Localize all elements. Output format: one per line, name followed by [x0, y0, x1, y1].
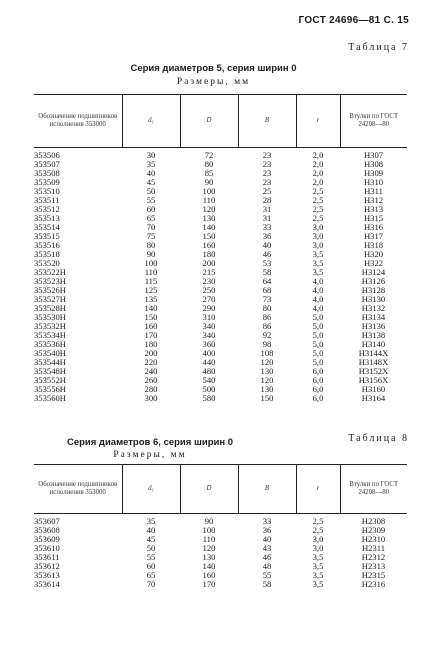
cell-d1: 150 — [144, 312, 158, 322]
cell-width: 23 — [262, 150, 272, 160]
cell-sleeve: Н2309 — [361, 525, 386, 535]
header-d1: d₁ — [122, 465, 180, 514]
cell-outer-diameter: 140 — [202, 222, 216, 232]
cell-designation: 353528Н — [34, 303, 66, 313]
cell-radius: 3,5 — [312, 267, 324, 277]
cell-outer-diameter: 215 — [202, 267, 216, 277]
table-7-body — [34, 148, 407, 404]
cell-d1: 160 — [144, 321, 158, 331]
cell-designation: 353611 — [34, 552, 60, 562]
cell-sleeve: Н313 — [363, 204, 384, 214]
table-8-label: Таблица 8 — [348, 433, 409, 444]
table-row — [34, 232, 407, 241]
cell-sleeve: Н308 — [363, 159, 384, 169]
cell-outer-diameter: 440 — [202, 357, 216, 367]
cell-d1: 75 — [146, 231, 156, 241]
cell-designation: 353515 — [34, 231, 60, 241]
cell-d1: 40 — [146, 525, 156, 535]
table-row — [34, 241, 407, 250]
cell-designation: 353508 — [34, 168, 60, 178]
cell-d1: 70 — [146, 579, 156, 589]
cell-designation: 353516 — [34, 240, 60, 250]
cell-outer-diameter: 150 — [202, 231, 216, 241]
cell-radius: 3,0 — [312, 231, 324, 241]
cell-sleeve: Н2312 — [361, 552, 386, 562]
cell-designation: 353513 — [34, 213, 60, 223]
cell-radius: 3,5 — [312, 552, 324, 562]
cell-radius: 5,0 — [312, 312, 324, 322]
cell-outer-diameter: 360 — [202, 339, 216, 349]
cell-sleeve: Н3140 — [361, 339, 386, 349]
cell-width: 40 — [262, 240, 272, 250]
cell-outer-diameter: 110 — [202, 195, 216, 205]
cell-designation: 353540Н — [34, 348, 66, 358]
cell-outer-diameter: 310 — [202, 312, 216, 322]
table-row — [34, 313, 407, 322]
cell-width: 31 — [262, 213, 272, 223]
table-8-subtitle: Размеры, мм — [113, 450, 187, 460]
cell-width: 80 — [262, 303, 272, 313]
table-row — [34, 553, 407, 562]
cell-designation: 353512 — [34, 204, 60, 214]
cell-d1: 70 — [146, 222, 156, 232]
cell-width: 43 — [262, 543, 272, 553]
cell-d1: 50 — [146, 186, 156, 196]
cell-d1: 80 — [146, 240, 156, 250]
header-sleeves: Втулки по ГОСТ 24208—80 — [340, 95, 407, 148]
cell-radius: 4,0 — [312, 285, 324, 295]
cell-designation: 353506 — [34, 150, 60, 160]
cell-designation: 353608 — [34, 525, 60, 535]
cell-outer-diameter: 290 — [202, 303, 216, 313]
cell-width: 150 — [260, 393, 274, 403]
header-width: B — [238, 465, 296, 514]
table-8 — [34, 464, 407, 589]
cell-outer-diameter: 85 — [204, 168, 214, 178]
header-outer-diameter: D — [180, 465, 238, 514]
header-width: B — [238, 95, 296, 148]
table-row — [34, 277, 407, 286]
cell-sleeve: Н311 — [364, 186, 383, 196]
cell-outer-diameter: 130 — [202, 213, 216, 223]
cell-designation: 353612 — [34, 561, 60, 571]
table-row — [34, 160, 407, 169]
cell-radius: 2,5 — [312, 195, 324, 205]
table-row — [34, 376, 407, 385]
cell-designation: 353544Н — [34, 357, 66, 367]
cell-width: 23 — [262, 159, 272, 169]
table-row — [34, 514, 407, 527]
cell-width: 64 — [262, 276, 272, 286]
cell-radius: 4,0 — [312, 294, 324, 304]
cell-width: 92 — [262, 330, 272, 340]
cell-sleeve: Н317 — [363, 231, 384, 241]
table-row — [34, 259, 407, 268]
table-7 — [34, 94, 407, 403]
cell-outer-diameter: 340 — [202, 321, 216, 331]
cell-width: 40 — [262, 534, 272, 544]
cell-outer-diameter: 580 — [202, 393, 216, 403]
cell-d1: 50 — [146, 543, 156, 553]
cell-outer-diameter: 200 — [202, 258, 216, 268]
cell-designation: 353511 — [34, 195, 60, 205]
page-header: ГОСТ 24696—81 С. 15 — [298, 15, 409, 26]
cell-sleeve: Н2313 — [361, 561, 386, 571]
cell-width: 55 — [262, 570, 272, 580]
cell-outer-diameter: 160 — [202, 240, 216, 250]
cell-sleeve: Н3134 — [361, 312, 386, 322]
cell-outer-diameter: 120 — [202, 543, 216, 553]
cell-d1: 100 — [144, 258, 158, 268]
cell-designation: 353510 — [34, 186, 60, 196]
table-row — [34, 385, 407, 394]
cell-outer-diameter: 170 — [202, 579, 216, 589]
cell-width: 36 — [262, 525, 272, 535]
table-row — [34, 571, 407, 580]
cell-width: 73 — [262, 294, 272, 304]
cell-designation: 353609 — [34, 534, 60, 544]
cell-designation: 353526Н — [34, 285, 66, 295]
cell-outer-diameter: 540 — [202, 375, 216, 385]
cell-d1: 35 — [146, 516, 156, 526]
cell-designation: 353534Н — [34, 330, 66, 340]
cell-d1: 30 — [146, 150, 156, 160]
cell-designation: 353527Н — [34, 294, 66, 304]
cell-outer-diameter: 90 — [204, 177, 214, 187]
table-row — [34, 358, 407, 367]
cell-width: 120 — [260, 375, 274, 385]
cell-outer-diameter: 90 — [204, 516, 214, 526]
cell-outer-diameter: 480 — [202, 366, 216, 376]
cell-sleeve: Н2310 — [361, 534, 386, 544]
cell-sleeve: Н315 — [363, 213, 384, 223]
cell-d1: 65 — [146, 570, 156, 580]
cell-d1: 55 — [146, 552, 156, 562]
cell-d1: 45 — [146, 534, 156, 544]
cell-width: 86 — [262, 312, 272, 322]
cell-d1: 280 — [144, 384, 158, 394]
cell-d1: 260 — [144, 375, 158, 385]
cell-radius: 3,5 — [312, 258, 324, 268]
cell-sleeve: Н2315 — [361, 570, 386, 580]
cell-designation: 353607 — [34, 516, 60, 526]
cell-sleeve: Н3138 — [361, 330, 386, 340]
cell-d1: 135 — [144, 294, 158, 304]
cell-designation: 353548Н — [34, 366, 66, 376]
cell-outer-diameter: 110 — [202, 534, 216, 544]
table-row — [34, 148, 407, 161]
cell-d1: 170 — [144, 330, 158, 340]
cell-d1: 60 — [146, 204, 156, 214]
cell-outer-diameter: 72 — [204, 150, 214, 160]
cell-outer-diameter: 100 — [202, 525, 216, 535]
cell-designation: 353536Н — [34, 339, 66, 349]
cell-d1: 115 — [144, 276, 158, 286]
cell-radius: 6,0 — [312, 375, 324, 385]
cell-designation: 353518 — [34, 249, 60, 259]
cell-sleeve: Н3128 — [361, 285, 386, 295]
cell-radius: 6,0 — [312, 366, 324, 376]
cell-d1: 220 — [144, 357, 158, 367]
cell-sleeve: Н3152Х — [358, 366, 389, 376]
cell-sleeve: Н3126 — [361, 276, 386, 286]
cell-outer-diameter: 230 — [202, 276, 216, 286]
cell-designation: 353560Н — [34, 393, 66, 403]
cell-d1: 180 — [144, 339, 158, 349]
table-row — [34, 340, 407, 349]
table-row — [34, 349, 407, 358]
cell-outer-diameter: 130 — [202, 552, 216, 562]
table-row — [34, 187, 407, 196]
cell-sleeve: Н3160 — [361, 384, 386, 394]
cell-d1: 140 — [144, 303, 158, 313]
cell-outer-diameter: 80 — [204, 159, 214, 169]
cell-sleeve: Н3136 — [361, 321, 386, 331]
cell-width: 58 — [262, 579, 272, 589]
cell-radius: 5,0 — [312, 357, 324, 367]
cell-outer-diameter: 140 — [202, 561, 216, 571]
cell-radius: 3,5 — [312, 561, 324, 571]
cell-sleeve: Н316 — [363, 222, 384, 232]
cell-radius: 3,0 — [312, 222, 324, 232]
cell-d1: 45 — [146, 177, 156, 187]
table-row — [34, 196, 407, 205]
header-designation: Обозначение подшипников исполнения 353000 — [34, 465, 122, 514]
cell-designation: 353532Н — [34, 321, 66, 331]
cell-designation: 353509 — [34, 177, 60, 187]
table-row — [34, 214, 407, 223]
cell-radius: 6,0 — [312, 384, 324, 394]
table-row — [34, 178, 407, 187]
cell-sleeve: Н2316 — [361, 579, 386, 589]
cell-width: 23 — [262, 168, 272, 178]
cell-sleeve: Н2308 — [361, 516, 386, 526]
cell-width: 46 — [262, 249, 272, 259]
cell-width: 33 — [262, 516, 272, 526]
header-outer-diameter: D — [180, 95, 238, 148]
table-row — [34, 394, 407, 403]
cell-radius: 2,5 — [312, 186, 324, 196]
cell-d1: 40 — [146, 168, 156, 178]
cell-outer-diameter: 400 — [202, 348, 216, 358]
cell-width: 33 — [262, 222, 272, 232]
cell-designation: 353514 — [34, 222, 60, 232]
cell-sleeve: Н322 — [363, 258, 384, 268]
cell-width: 58 — [262, 267, 272, 277]
cell-outer-diameter: 270 — [202, 294, 216, 304]
cell-d1: 60 — [146, 561, 156, 571]
cell-d1: 65 — [146, 213, 156, 223]
table-row — [34, 535, 407, 544]
cell-designation: 353522Н — [34, 267, 66, 277]
table-row — [34, 250, 407, 259]
table-8-title: Серия диаметров 6, серия ширин 0 — [66, 437, 234, 448]
cell-radius: 2,0 — [312, 159, 324, 169]
cell-width: 68 — [262, 285, 272, 295]
cell-sleeve: Н3148Х — [358, 357, 389, 367]
cell-width: 108 — [260, 348, 274, 358]
cell-designation: 353552Н — [34, 375, 66, 385]
cell-designation: 353507 — [34, 159, 60, 169]
header-designation: Обозначение подшипников исполнения 353000 — [34, 95, 122, 148]
cell-radius: 5,0 — [312, 348, 324, 358]
cell-d1: 300 — [144, 393, 158, 403]
table-row — [34, 169, 407, 178]
cell-radius: 2,0 — [312, 150, 324, 160]
table-7-subtitle: Размеры, мм — [176, 77, 251, 87]
cell-outer-diameter: 160 — [202, 570, 216, 580]
cell-designation: 353614 — [34, 579, 60, 589]
table-row — [34, 295, 407, 304]
cell-designation: 353520 — [34, 258, 60, 268]
cell-width: 130 — [260, 384, 274, 394]
cell-radius: 3,5 — [312, 249, 324, 259]
cell-sleeve: Н2311 — [361, 543, 386, 553]
cell-radius: 2,5 — [312, 516, 324, 526]
cell-d1: 110 — [144, 267, 158, 277]
cell-sleeve: Н3124 — [361, 267, 386, 277]
cell-radius: 3,5 — [312, 579, 324, 589]
cell-d1: 200 — [144, 348, 158, 358]
cell-sleeve: Н3164 — [361, 393, 386, 403]
cell-designation: 353613 — [34, 570, 60, 580]
cell-width: 130 — [260, 366, 274, 376]
cell-radius: 2,5 — [312, 213, 324, 223]
cell-sleeve: Н3156Х — [358, 375, 389, 385]
cell-width: 86 — [262, 321, 272, 331]
table-7-title: Серия диаметров 5, серия ширин 0 — [130, 63, 297, 74]
table-row — [34, 580, 407, 589]
cell-d1: 240 — [144, 366, 158, 376]
cell-width: 98 — [262, 339, 272, 349]
cell-sleeve: Н309 — [363, 168, 384, 178]
table-row — [34, 286, 407, 295]
table-7-header-row — [34, 95, 407, 148]
cell-sleeve: Н3132 — [361, 303, 386, 313]
cell-d1: 35 — [146, 159, 156, 169]
cell-sleeve: Н307 — [363, 150, 384, 160]
cell-outer-diameter: 100 — [202, 186, 216, 196]
table-row — [34, 562, 407, 571]
cell-outer-diameter: 340 — [202, 330, 216, 340]
table-row — [34, 544, 407, 553]
cell-radius: 3,0 — [312, 240, 324, 250]
cell-radius: 2,5 — [312, 204, 324, 214]
cell-d1: 90 — [146, 249, 156, 259]
cell-sleeve: Н3130 — [361, 294, 386, 304]
cell-outer-diameter: 250 — [202, 285, 216, 295]
cell-width: 23 — [262, 177, 272, 187]
cell-width: 36 — [262, 231, 272, 241]
cell-width: 31 — [262, 204, 272, 214]
cell-designation: 353556Н — [34, 384, 66, 394]
cell-sleeve: Н312 — [363, 195, 384, 205]
cell-d1: 125 — [144, 285, 158, 295]
cell-outer-diameter: 500 — [202, 384, 216, 394]
cell-width: 28 — [262, 195, 272, 205]
table-row — [34, 268, 407, 277]
cell-sleeve: Н310 — [363, 177, 384, 187]
cell-radius: 5,0 — [312, 339, 324, 349]
header-d1: d₁ — [122, 95, 180, 148]
table-row — [34, 304, 407, 313]
header-radius: r — [296, 95, 340, 148]
table-row — [34, 331, 407, 340]
table-row — [34, 526, 407, 535]
table-8-header-row — [34, 465, 407, 514]
cell-width: 25 — [262, 186, 272, 196]
cell-radius: 3,0 — [312, 543, 324, 553]
cell-radius: 4,0 — [312, 303, 324, 313]
cell-d1: 55 — [146, 195, 156, 205]
cell-designation: 353530Н — [34, 312, 66, 322]
cell-outer-diameter: 180 — [202, 249, 216, 259]
cell-radius: 2,0 — [312, 177, 324, 187]
cell-radius: 5,0 — [312, 321, 324, 331]
cell-width: 53 — [262, 258, 272, 268]
table-row — [34, 205, 407, 214]
table-7-label: Таблица 7 — [348, 42, 409, 53]
cell-width: 120 — [260, 357, 274, 367]
header-radius: r — [296, 465, 340, 514]
header-sleeves: Втулки по ГОСТ 24208—80 — [340, 465, 407, 514]
cell-width: 48 — [262, 561, 272, 571]
cell-radius: 3,5 — [312, 570, 324, 580]
cell-radius: 2,0 — [312, 168, 324, 178]
cell-sleeve: Н3144Х — [358, 348, 389, 358]
cell-radius: 2,5 — [312, 525, 324, 535]
table-row — [34, 322, 407, 331]
table-row — [34, 223, 407, 232]
cell-sleeve: Н318 — [363, 240, 384, 250]
cell-width: 46 — [262, 552, 272, 562]
table-row — [34, 367, 407, 376]
cell-outer-diameter: 120 — [202, 204, 216, 214]
table-8-body — [34, 514, 407, 590]
cell-radius: 3,0 — [312, 534, 324, 544]
cell-designation: 353610 — [34, 543, 60, 553]
cell-radius: 6,0 — [312, 393, 324, 403]
cell-radius: 5,0 — [312, 330, 324, 340]
cell-designation: 353523Н — [34, 276, 66, 286]
cell-radius: 4,0 — [312, 276, 324, 286]
cell-sleeve: Н320 — [363, 249, 384, 259]
